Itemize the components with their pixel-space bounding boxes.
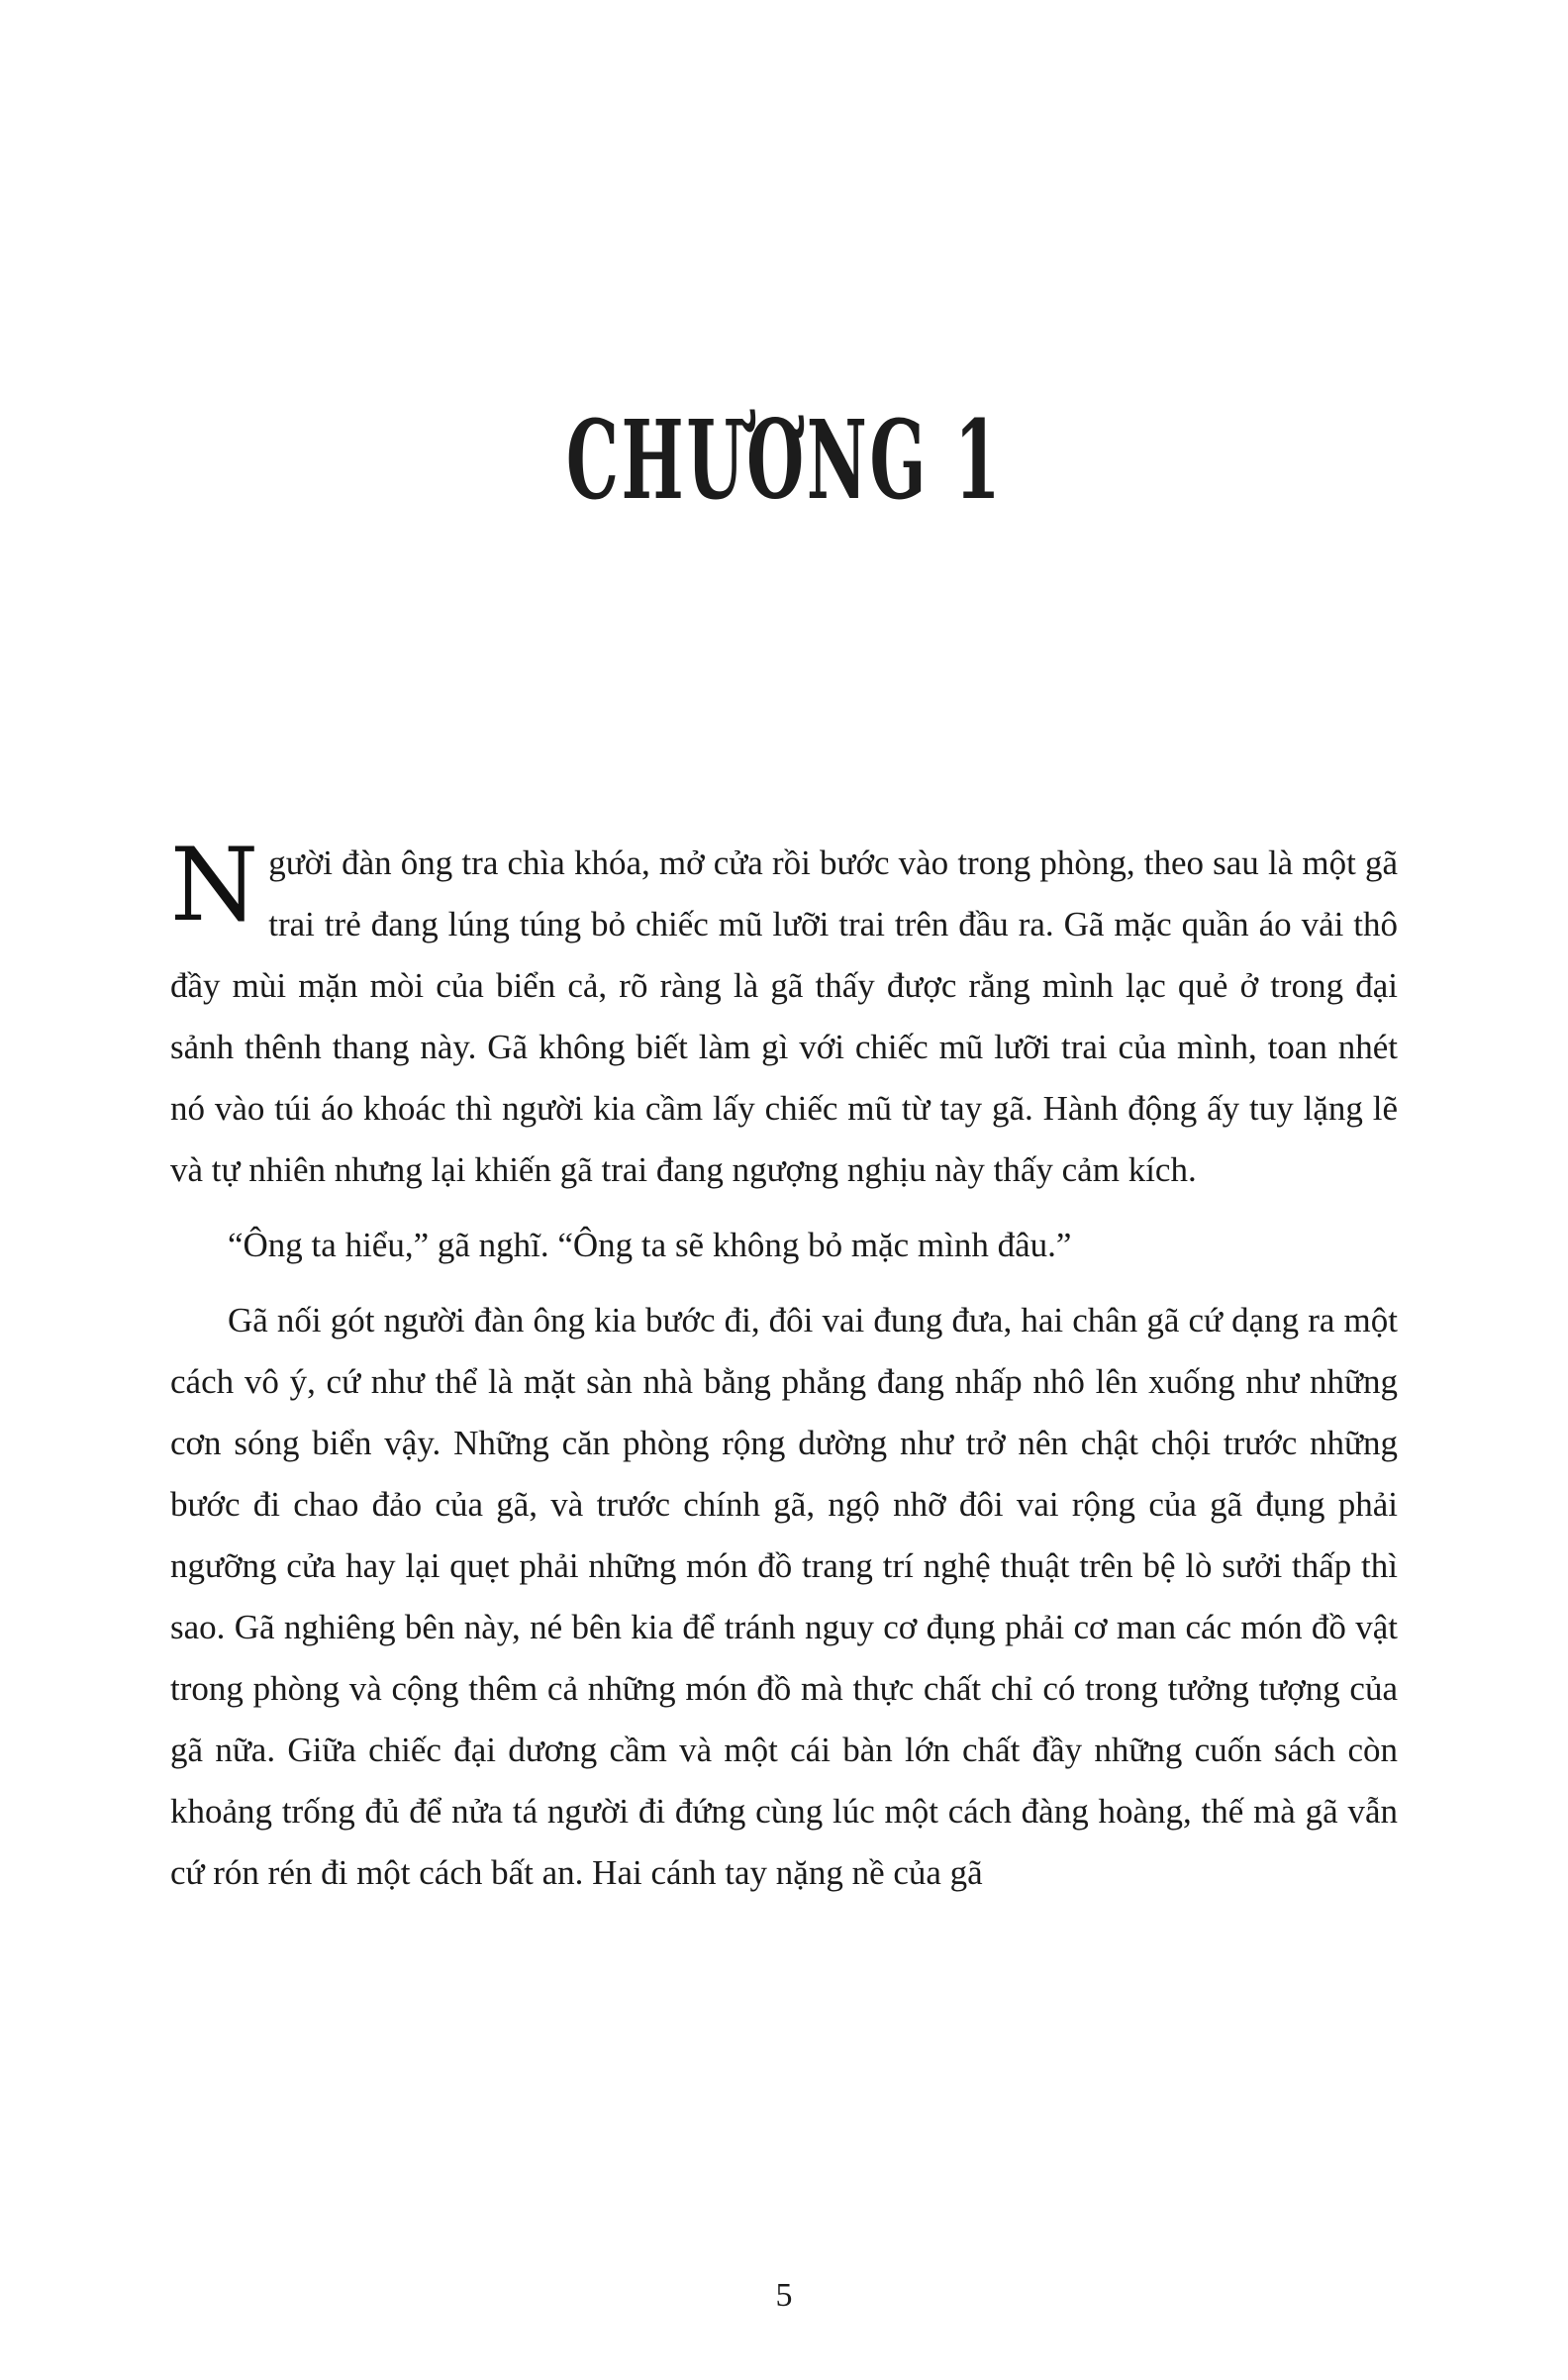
- paragraph-3: Gã nối gót người đàn ông kia bước đi, đôi vai đung đưa, hai chân gã cứ dạng ra một cách vô ý, cứ như thể là mặt sàn nhà bằng phẳng đang nhấp nhô lên xuống như những cơn sóng biển vậy. Những căn phòng rộng dường như trở nên chật chội trước những bước đi chao đảo của gã, và trước chính gã, ngộ nhỡ đôi vai rộng của gã đụng phải ngưỡng cửa hay lại quẹt phải những món đồ trang trí nghệ thuật trên bệ lò sưởi thấp thì sao. Gã nghiêng bên này, né bên kia để tránh nguy cơ đụng phải cơ man các món đồ vật trong phòng và cộng thêm cả những món đồ mà thực chất chỉ có trong tưởng tượng của gã nữa. Giữa chiếc đại dương cầm và một cái bàn lớn chất đầy những cuốn sách còn khoảng trống đủ để nửa tá người đi đứng cùng lúc một cách đàng hoàng, thế mà gã vẫn cứ rón rén đi một cách bất an. Hai cánh tay nặng nề của gã: [170, 1301, 1398, 1892]
- paragraph-2: “Ông ta hiểu,” gã nghĩ. “Ông ta sẽ không bỏ mặc mình đâu.”: [228, 1226, 1072, 1264]
- chapter-title: [170, 0, 1398, 525]
- chapter-title-text: CHƯƠNG 1: [565, 397, 1003, 525]
- drop-cap: N: [170, 827, 259, 944]
- paragraph-1: [170, 827, 1398, 1201]
- paragraph-1-text: gười đàn ông tra chìa khóa, mở cửa rồi bước vào trong phòng, theo sau là một gã trai trẻ đang lúng túng bỏ chiếc mũ lưỡi trai trên đầu ra. Gã mặc quần áo vải thô đầy mùi mặn mòi của biển cả, rõ ràng là gã thấy được rằng mình lạc quẻ ở trong đại sảnh thênh thang này. Gã không biết làm gì với chiếc mũ lưỡi trai của mình, toan nhét nó vào túi áo khoác thì người kia cầm lấy chiếc mũ từ tay gã. Hành động ấy tuy lặng lẽ và tự nhiên nhưng lại khiến gã trai đang ngượng nghịu này thấy cảm kích.: [170, 843, 1398, 1189]
- page-number: 5: [775, 2277, 793, 2314]
- body-text: [170, 827, 1398, 1904]
